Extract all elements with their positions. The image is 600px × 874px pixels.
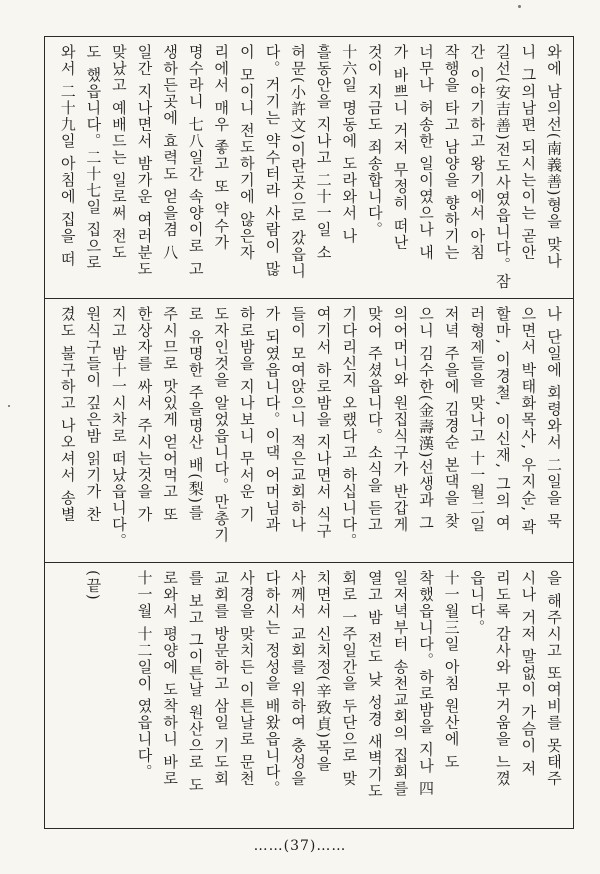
text-section-middle <box>52 306 566 556</box>
text-column <box>105 570 131 822</box>
folio-dots-right: …… <box>316 838 347 854</box>
text-column: 로 유명한 주을명산 배(梨)를 <box>186 306 205 522</box>
text-column: 니 그의남편 되시는이는 곧안 <box>519 44 538 261</box>
text-column: 와서 二十九일 아침에 집을 떠 <box>58 44 77 268</box>
text-column: 열고 밤 전도 낮 성경 새벽기도 <box>365 570 384 800</box>
scan-speck <box>518 5 521 8</box>
text-column: 여기서 하로밤을 지나면서 식구 <box>314 306 333 540</box>
text-column: 허문(小許文)이란곳으로 갔읍니 <box>289 44 308 280</box>
text-column: 할마, 이경철, 이신재, 그의 여 <box>493 306 512 532</box>
text-column: 흘동안을 지나고 二十一일 소 <box>314 44 333 261</box>
text-column: 치면서 신치정(辛致貞)목을 <box>314 570 333 773</box>
text-column: 간 이야기하고 왕기에서 아침 <box>468 44 487 261</box>
text-column: 주시므로 맛있게 얻어먹고 또 <box>161 306 180 523</box>
text-column: 으니 김수한(金壽漢)선생과 그 <box>417 306 436 532</box>
text-column: 시나 거저 말없이 가슴이 저 <box>519 570 538 777</box>
text-column: 저녁 주을에 김경순 본댁을 찾 <box>442 306 461 530</box>
text-column: 일저녁부터 송천교회의 집회를 <box>391 570 410 798</box>
text-column: 러형제들을 맞나고 十一월二일 <box>468 306 487 534</box>
text-column: 너무나 허송한 일이였으나 내 <box>417 44 436 261</box>
text-column: 사경을 맞치든 이튼날로 문천 <box>237 570 256 787</box>
text-column: 읍니다。 <box>468 570 487 636</box>
text-column: 十六일 명동에 도라와서 나 <box>340 44 359 245</box>
text-column: 한상자를 싸서 주시는것을 가 <box>135 306 154 523</box>
text-column: 으면서 박태화목사, 우지순, 곽 <box>519 306 538 536</box>
text-section-bottom <box>52 570 566 822</box>
text-column: 맞났고 예배드는 일로써 전도 <box>109 44 128 261</box>
page-number: 37 <box>290 838 310 854</box>
scan-mark <box>8 405 10 407</box>
text-column: 들이 모여앉으니 적은교회하나 <box>289 306 308 534</box>
text-column: 교회를 방문하고 삼일 기도회 <box>212 570 231 787</box>
text-column: 다。거기는 약수터라 사람이 많 <box>263 44 282 278</box>
text-column: 회로 一주일간을 두단으로 맞 <box>340 570 359 787</box>
text-column: 나 단일에 회령와서 二일을 묵 <box>545 306 563 530</box>
text-column: 을 해주시고 또여비를 못태주 <box>545 570 563 787</box>
text-column: 작행을 타고 남양을 향하기는 <box>442 44 461 261</box>
text-column: 가 되였읍니다。이댁 어머님과 <box>263 306 282 534</box>
text-column: 착했읍니다。하로밤을 지나 四 <box>417 570 436 798</box>
text-column: 지고 밤十一시차로 떠났읍니다。 <box>109 306 128 550</box>
text-column: 원식구들이 깊은밤 읽기가 찬 <box>84 306 103 523</box>
text-column: 것이 지금도 죄송합니다。 <box>365 44 384 239</box>
text-column: 와에 남의선(南義善)형을 맞나 <box>545 44 563 270</box>
text-column: 맞어 주셨읍니다。소식을 듣고 <box>365 306 384 534</box>
text-column: 겼도 불구하고 나오셔서 송별 <box>58 306 77 523</box>
text-column: 十一월三일 아침 원산에 도 <box>442 570 461 771</box>
text-column: 다하시는 정성을 배왔읍니다。 <box>263 570 282 798</box>
text-column: (끝) <box>84 570 103 602</box>
text-column: 도자인것을 알었읍니다。만총기 <box>212 306 231 544</box>
text-column: 가 바쁘니 거저 무정히 떠난 <box>391 44 410 251</box>
text-column: 를 보고 그이튼날 원산으로 도 <box>186 570 205 794</box>
text-column: 十一월 十二일이 였읍니다。 <box>135 570 154 781</box>
text-column: 일간 지나면서 밤가운 여러분도 <box>135 44 154 278</box>
text-column: 생하든곳에 효력도 얻을겸 八 <box>161 44 180 261</box>
text-column: 길선(安吉善)전도사였읍니다。잠 <box>493 44 512 290</box>
text-column: 하로밤을 지나보니 무서운 기 <box>237 306 256 523</box>
text-column: 이 모이니 전도하기에 않은자 <box>237 44 256 261</box>
page-number-footer: ……(37)…… <box>253 838 347 854</box>
text-column: 로와서 평양에 도착하니 바로 <box>161 570 180 787</box>
section-divider <box>44 562 574 563</box>
text-column: 기다리신지 오랬다고 하십니다。 <box>340 306 359 550</box>
text-column: 명수라니 七八일간 속양이로 고 <box>186 44 205 278</box>
text-column: 리에서 매우 좋고 또 약수가 <box>212 44 231 251</box>
text-column: 도 했읍니다。二十七일 집으로 <box>84 44 103 272</box>
text-column: 의어머니와 원집식구가 반갑게 <box>391 306 410 534</box>
text-column: 사께서 교회를 위하여 충성을 <box>289 570 308 787</box>
text-section-top <box>52 44 566 292</box>
folio-dots-left: …… <box>253 838 284 854</box>
text-column: 리도록 감사와 무거움을 느꼈 <box>493 570 512 787</box>
section-divider <box>44 298 574 299</box>
